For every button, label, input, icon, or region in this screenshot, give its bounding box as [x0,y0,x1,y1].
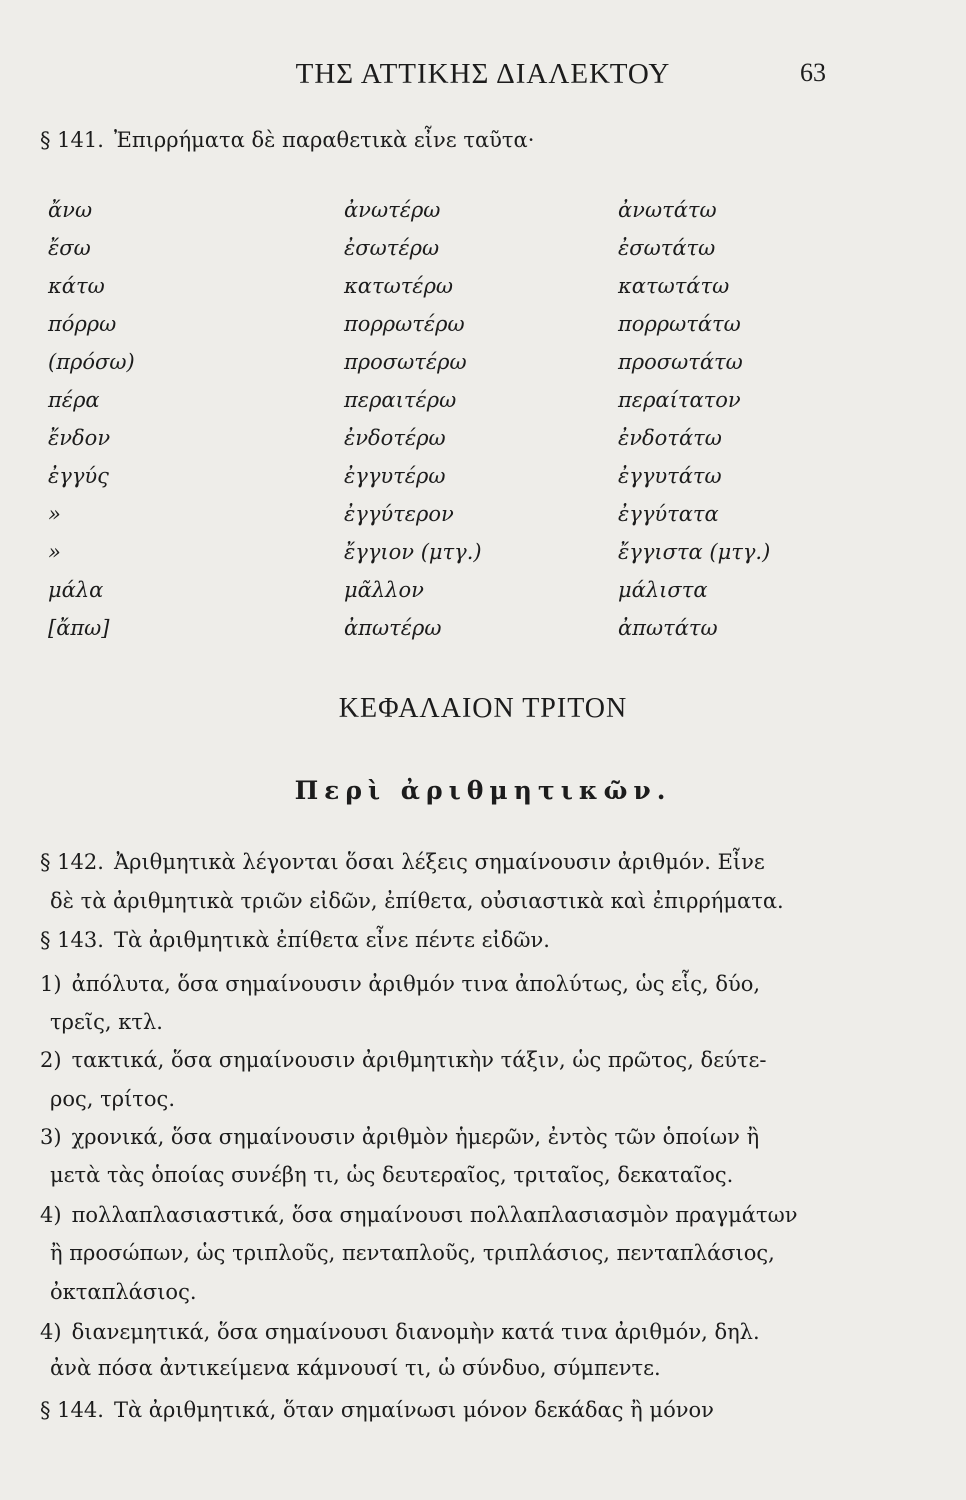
paragraph-text: Τὰ ἀριθμητικά, ὅταν σημαίνωσι μόνον δεκάδας ἢ μόνον [113,1398,714,1422]
positive-form: κάτω [48,274,105,298]
table-row [48,464,848,502]
table-row [48,236,848,274]
paragraph-text: Ἀριθμητικὰ λέγονται ὅσαι λέξεις σημαίνουσιν ἀριθμόν. Εἶνε [113,850,765,874]
paragraph-line [40,1241,840,1266]
table-row [48,540,848,578]
paragraph-line [40,1163,840,1188]
comparative-form: ἐνδοτέρω [344,426,446,450]
paragraph-line [40,1356,840,1381]
paragraph-line [40,1203,840,1228]
positive-form: (πρόσω) [48,350,135,374]
positive-form: [ἄπω] [48,616,110,640]
superlative-form: ἀπωτάτω [618,616,718,640]
paragraph-line [40,889,840,914]
comparative-form: πορρωτέρω [344,312,465,336]
superlative-form: πορρωτάτω [618,312,741,336]
superlative-form: ἐγγυτάτω [618,464,722,488]
positive-form: ἐγγύς [48,464,109,488]
paragraph-text: τακτικά, ὅσα σημαίνουσιν ἀριθμητικὴν τάξιν, ὡς πρῶτος, δεύτε- [71,1048,767,1072]
positive-form: μάλα [48,578,104,602]
superlative-form: ἐσωτάτω [618,236,716,260]
paragraph-number: 4) [40,1320,62,1344]
paragraph-line [40,1280,840,1305]
paragraph-line [40,1087,840,1112]
section-text: Ἐπιρρήματα δὲ παραθετικὰ εἶνε ταῦτα· [113,128,535,152]
table-row [48,388,848,426]
table-row [48,616,848,654]
comparative-form: ἐγγυτέρω [344,464,446,488]
table-row [48,502,848,540]
comparative-form: ἐγγύτερον [344,502,454,526]
table-row [48,274,848,312]
superlative-form: περαίτατον [618,388,741,412]
table-row [48,312,848,350]
table-row [48,350,848,388]
comparative-form: ἀνωτέρω [344,198,441,222]
paragraph-line [40,1125,840,1150]
paragraph-text: τρεῖς, κτλ. [50,1010,163,1034]
page-number: 63 [800,58,826,87]
paragraph-number: 3) [40,1125,62,1149]
comparative-form: ἐσωτέρω [344,236,440,260]
paragraph-text: μετὰ τὰς ὁποίας συνέβη τι, ὡς δευτεραῖος, τριταῖος, δεκαταῖος. [50,1163,734,1187]
positive-form: ἔνδον [48,426,111,450]
section-number: § 141. [40,128,104,152]
superlative-form: ἐγγύτατα [618,502,719,526]
paragraph-number: § 142. [40,850,104,874]
superlative-form: προσωτάτω [618,350,743,374]
superlative-form: μάλιστα [618,578,708,602]
comparative-form: ἔγγιον (μτγ.) [344,540,482,564]
paragraph-line [40,972,840,997]
adverb-comparison-table [48,198,848,654]
table-row [48,426,848,464]
superlative-form: ἔγγιστα (μτγ.) [618,540,771,564]
paragraph-line [40,850,840,875]
paragraph-text: ἀνὰ πόσα ἀντικείμενα κάμνουσί τι, ὡ σύνδυο, σύμπεντε. [50,1356,661,1380]
table-row [48,198,848,236]
paragraph-text: διανεμητικά, ὅσα σημαίνουσι διανομὴν κατά τινα ἀριθμόν, δηλ. [71,1320,760,1344]
comparative-form: ἀπωτέρω [344,616,442,640]
chapter-title: ΚΕΦΑΛΑΙΟΝ ΤΡΙΤΟΝ [338,693,628,724]
superlative-form: κατωτάτω [618,274,730,298]
superlative-form: ἐνδοτάτω [618,426,722,450]
comparative-form: περαιτέρω [344,388,457,412]
paragraph-number: 2) [40,1048,62,1072]
paragraph-line [40,1010,840,1035]
comparative-form: κατωτέρω [344,274,454,298]
positive-form: » [48,502,61,526]
table-row [48,578,848,616]
paragraph-number: 1) [40,972,62,996]
positive-form: ἄνω [48,198,93,222]
superlative-form: ἀνωτάτω [618,198,717,222]
comparative-form: μᾶλλον [344,578,424,602]
paragraph-text: δὲ τὰ ἀριθμητικὰ τριῶν εἰδῶν, ἐπίθετα, οὐσιαστικὰ καὶ ἐπιρρήματα. [50,889,784,913]
paragraph-text: ἢ προσώπων, ὡς τριπλοῦς, πενταπλοῦς, τριπλάσιος, πενταπλάσιος, [50,1241,775,1265]
positive-form: πέρα [48,388,100,412]
paragraph-line [40,928,840,953]
positive-form: πόρρω [48,312,117,336]
chapter-subtitle: Περὶ ἀριθμητικῶν. [294,776,672,805]
comparative-form: προσωτέρω [344,350,467,374]
paragraph-line [40,1048,840,1073]
paragraph-text: ὀκταπλάσιος. [50,1280,197,1304]
positive-form: ἔσω [48,236,91,260]
paragraph-number: 4) [40,1203,62,1227]
paragraph-line [40,1320,840,1345]
paragraph-number: § 143. [40,928,104,952]
paragraph-text: χρονικά, ὅσα σημαίνουσιν ἀριθμὸν ἡμερῶν, ἐντὸς τῶν ὁποίων ἢ [71,1125,760,1149]
paragraph-text: Τὰ ἀριθμητικὰ ἐπίθετα εἶνε πέντε εἰδῶν. [113,928,550,952]
paragraph-text: ρος, τρίτος. [50,1087,175,1111]
section-141-heading [40,128,840,153]
paragraph-line [40,1398,840,1423]
paragraph-number: § 144. [40,1398,104,1422]
positive-form: » [48,540,61,564]
paragraph-text: ἀπόλυτα, ὅσα σημαίνουσιν ἀριθμόν τινα ἀπολύτως, ὡς εἷς, δύο, [71,972,761,996]
paragraph-text: πολλαπλασιαστικά, ὅσα σημαίνουσι πολλαπλασιασμὸν πραγμάτων [71,1203,798,1227]
running-header: ΤΗΣ ΑΤΤΙΚΗΣ ΔΙΑΛΕΚΤΟΥ [295,58,671,90]
